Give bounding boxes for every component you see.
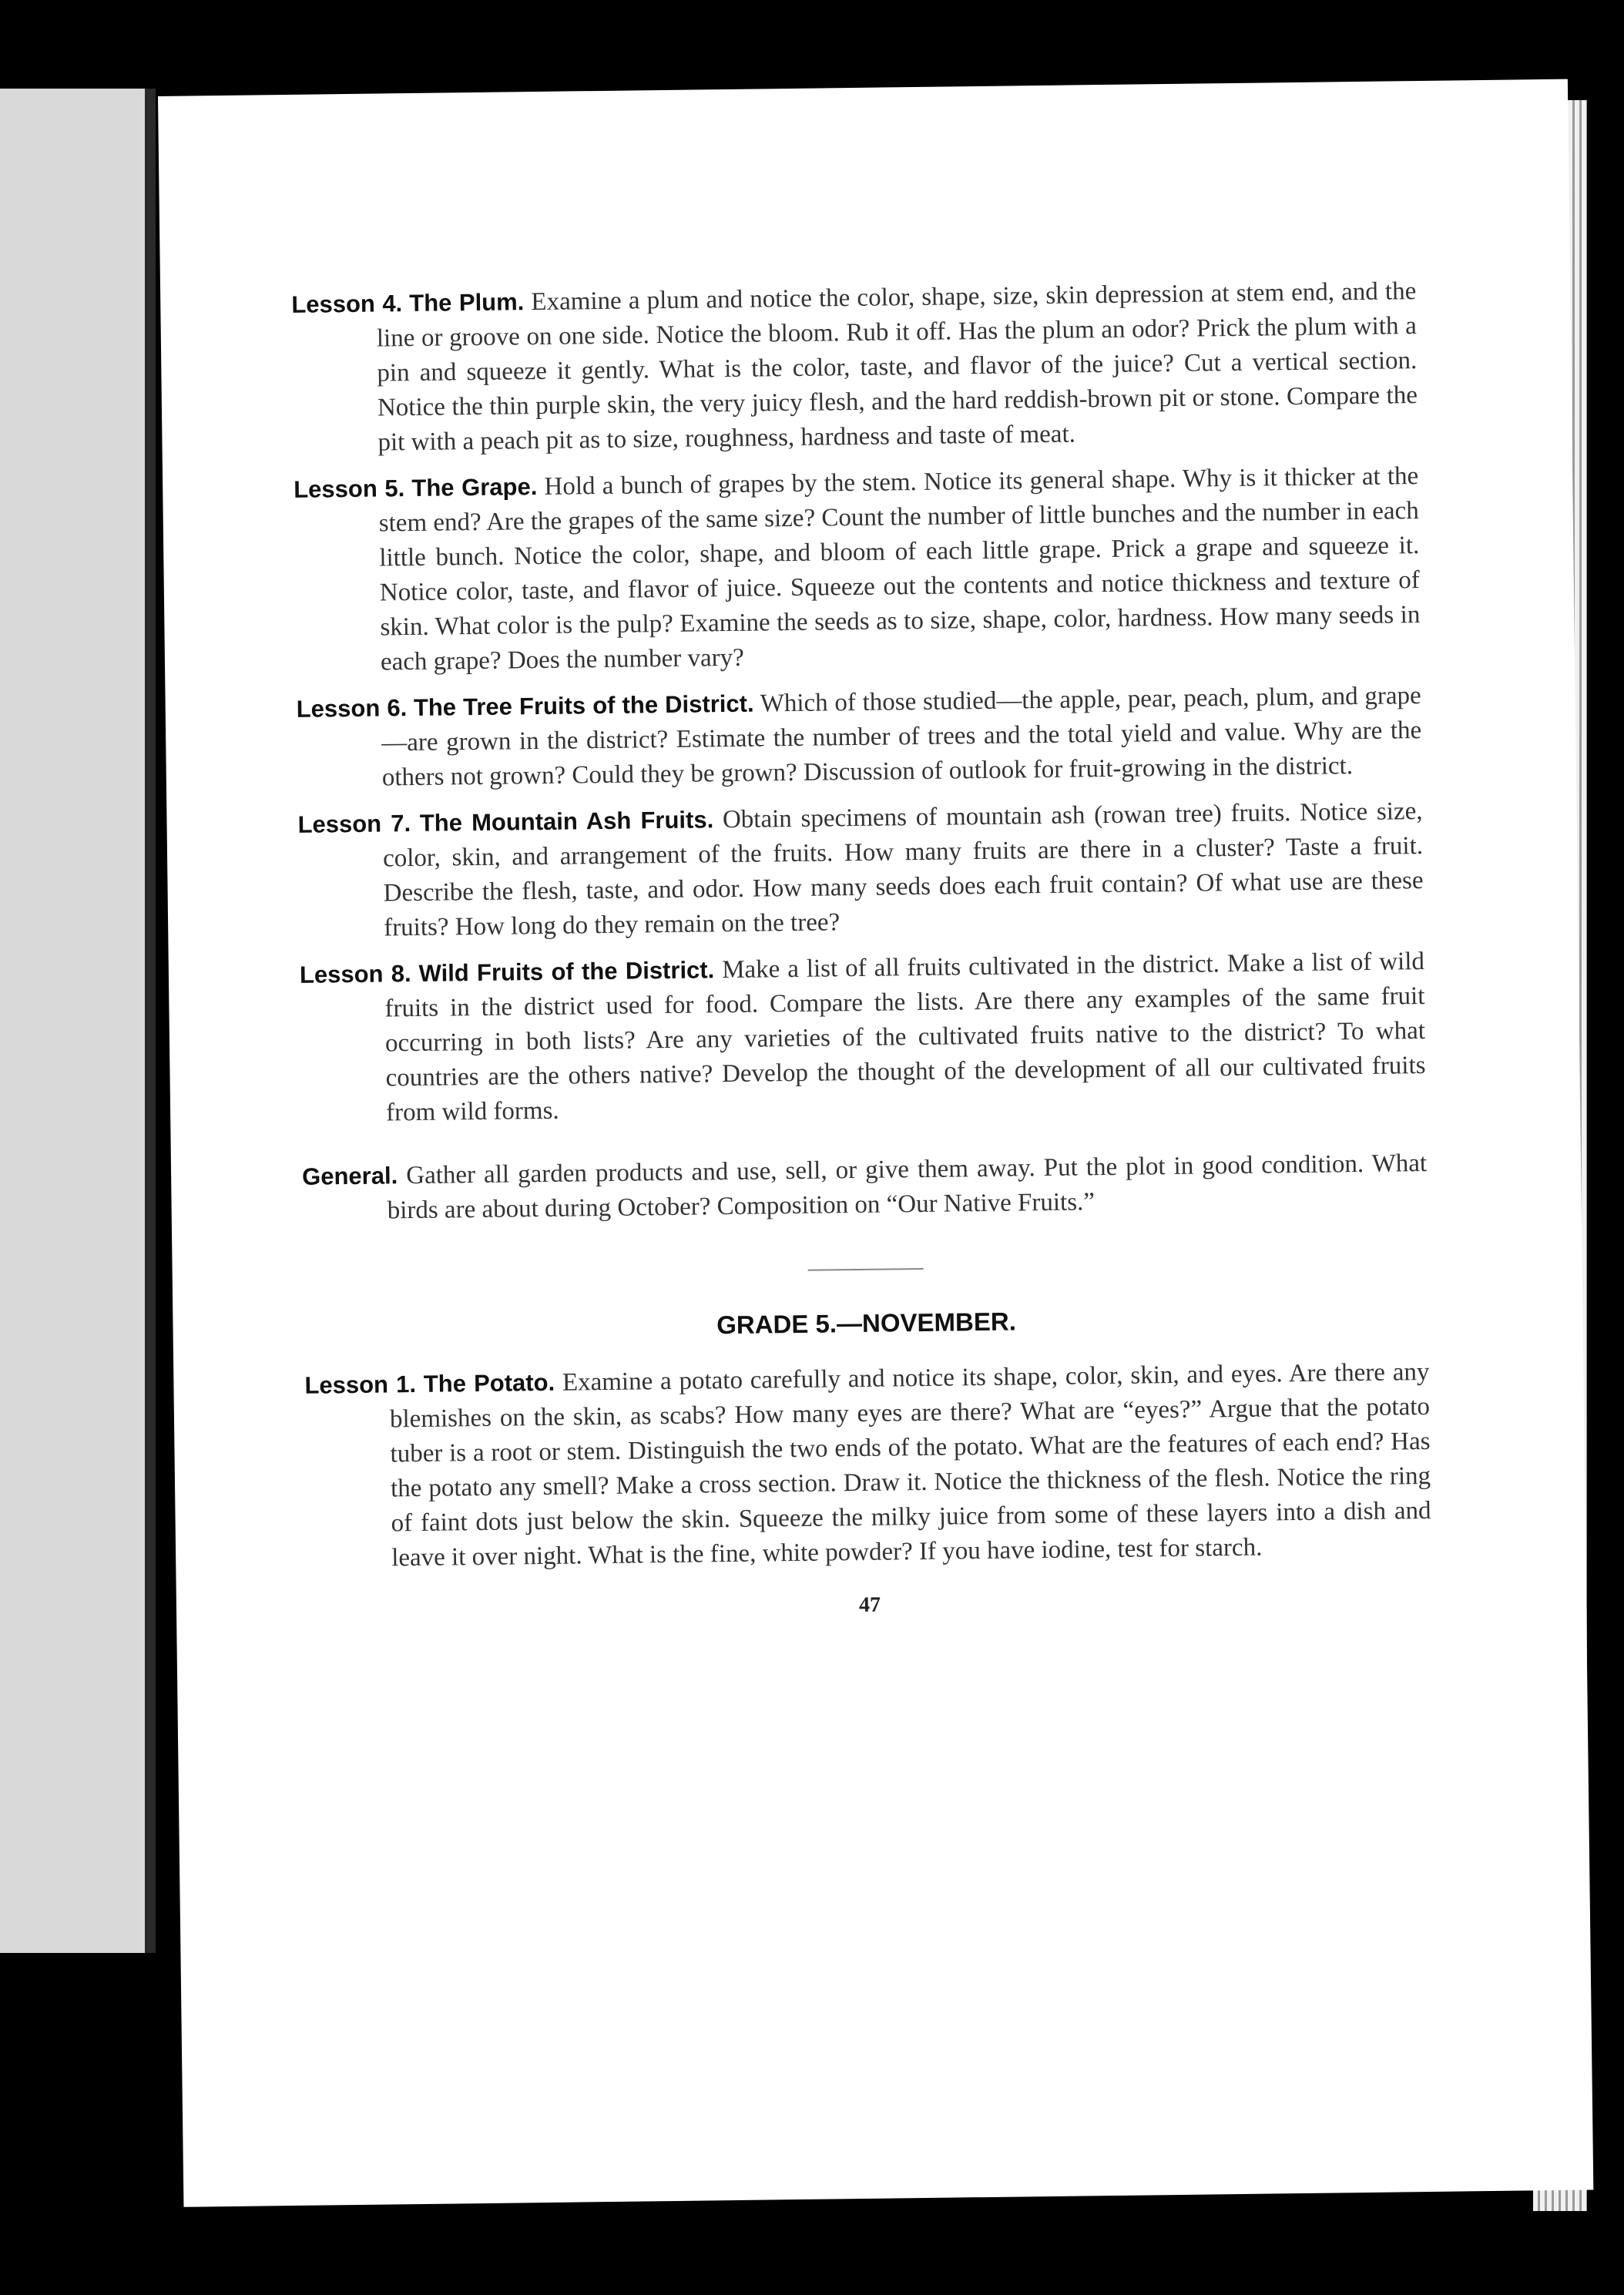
lesson-text: Hold a bunch of grapes by the stem. Notice its general shape. Why is it thicker at the stem end? Are the grapes of the same size? Count the number of little bunches and the number in each little bunch. Notice the color, shape, and bloom of each little grape. Prick a grape and squeeze it. Notice color, taste, and flavor of juice. Squeeze out the contents and notice thickness and texture of skin. What color is the pulp? Examine the seeds as to size, shape, color, hardness. How many seeds in each grape? Does the number vary? [378, 462, 1421, 676]
lesson-7 [297, 794, 1424, 947]
lesson-title: The Grape. [411, 473, 538, 502]
lesson-title: The Tree Fruits of the District. [413, 690, 754, 722]
lesson-label: Lesson 5. [294, 475, 405, 503]
section-heading: GRADE 5.—NOVEMBER. [716, 1307, 1017, 1340]
general-label: General. [301, 1162, 398, 1190]
lesson-text: Which of those studied—the apple, pear, peach, plum, and grape—are grown in the district? Estimate the number of trees and the total yield and value. Why are the others not grown? Could they be grown? Discussion of outlook for fruit-growing in the district. [381, 682, 1422, 792]
lesson-title: The Plum. [409, 288, 525, 317]
left-page [0, 89, 146, 1953]
general-text: Gather all garden products and use, sell, or give them away. Put the plot in good condition. What birds are about during October? Composition on “Our Native Fruits.” [387, 1149, 1428, 1225]
general-note [302, 1146, 1428, 1230]
lesson-text: Examine a potato carefully and notice its shape, color, skin, and eyes. Are there any blemishes on the skin, as scabs? How many eyes are there? What are “eyes?” Argue that the potato tuber is a root or stem. Distinguish the two ends of the potato. What are the features of each end? Has the potato any smell? Make a cross section. Draw it. Notice the thickness of the flesh. Notice the ring of faint dots just below the skin. Squeeze the milky juice from some of these layers into a dish and leave it over night. What is the fine, white powder? If you have iodine, test for starch. [389, 1357, 1431, 1572]
lesson-label: Lesson 7. [297, 810, 411, 838]
book-page [158, 79, 1593, 2207]
lesson-title: Wild Fruits of the District. [418, 956, 715, 987]
lesson-8 [300, 944, 1427, 1132]
page-number: 47 [858, 1592, 881, 1618]
lesson-label: Lesson 4. [291, 290, 403, 318]
lesson-title: The Mountain Ash Fruits. [419, 806, 714, 837]
lesson-title: The Potato. [423, 1368, 555, 1397]
lesson-5 [294, 458, 1421, 681]
lesson-text: Obtain specimens of mountain ash (rowan tree) fruits. Notice size, color, skin, and arrangement of the fruits. How many fruits are there in a cluster? Taste a fruit. Describe the flesh, taste, and odor. How many seeds does each fruit contain? Of what use are these fruits? How long do they remain on the tree? [382, 797, 1424, 942]
lesson-text: Make a list of all fruits cultivated in the district. Make a list of wild fruits in the district used for food. Compare the lists. Are there any examples of the same fruit occurring in both lists? Are any varieties of the cultivated fruits native to the district? To what countries are the others native? Develop the thought of the development of all our cultivated fruits from wild forms. [384, 948, 1426, 1127]
page-content [291, 273, 1432, 1625]
section-divider [808, 1268, 924, 1271]
lesson-label: Lesson 1. [304, 1371, 417, 1399]
november-lesson-1 [304, 1354, 1431, 1577]
lesson-label: Lesson 8. [299, 960, 411, 988]
lesson-text: Examine a plum and notice the color, shape, size, skin depression at stem end, and the line or groove on one side. Notice the bloom. Rub it off. Has the plum an odor? Prick the plum with a pin and squeeze it gently. What is the color, taste, and flavor of the juice? Cut a vertical section. Notice the thin purple skin, the very juicy flesh, and the hard reddish-brown pit or stone. Compare the pit with a peach pit as to size, roughness, hardness and taste of meat. [376, 277, 1418, 457]
left-page-edge [145, 89, 156, 1953]
lesson-6 [296, 678, 1422, 797]
lesson-4 [291, 273, 1418, 461]
lesson-label: Lesson 6. [296, 694, 408, 723]
